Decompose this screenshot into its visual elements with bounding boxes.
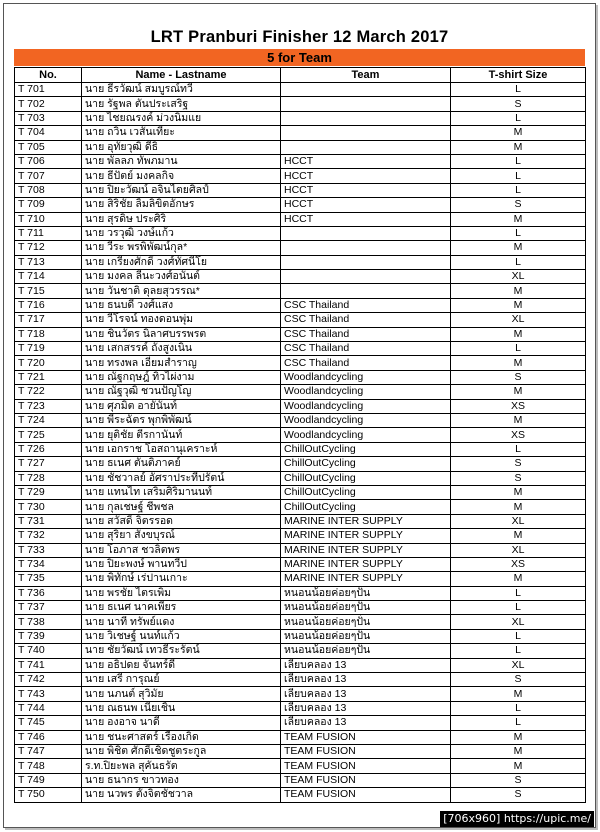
- cell-team: [281, 241, 451, 255]
- cell-name: นาย นวพร ตั้งจิตชัชวาล: [82, 788, 281, 802]
- cell-no: T 723: [15, 399, 82, 413]
- cell-team: เลียบคลอง 13: [281, 687, 451, 701]
- cell-name: นาย ธเนศ นาคเพียร: [82, 601, 281, 615]
- table-row: [15, 744, 586, 758]
- cell-no: T 702: [15, 97, 82, 111]
- cell-name: นาย ณัฐวุฒิ ชวนปัญโญ: [82, 385, 281, 399]
- cell-size: M: [451, 485, 586, 499]
- cell-size: S: [451, 788, 586, 802]
- cell-name: ร.ท.ปิยะพล สุคันธรัต: [82, 759, 281, 773]
- cell-size: L: [451, 629, 586, 643]
- cell-name: นาย ปิยะวัฒน์ อจินไตยศิลป์: [82, 183, 281, 197]
- table-row: [15, 773, 586, 787]
- cell-no: T 705: [15, 140, 82, 154]
- cell-size: M: [451, 744, 586, 758]
- cell-team: [281, 284, 451, 298]
- cell-name: นาย วิเชษฐ์ นนท์แก้ว: [82, 629, 281, 643]
- table-row: [15, 399, 586, 413]
- cell-no: T 718: [15, 327, 82, 341]
- cell-name: นาย วันชาติ ดุลยสุวรรณ*: [82, 284, 281, 298]
- cell-name: นาย สิริชัย ลิ้มลิขิตอักษร: [82, 198, 281, 212]
- cell-team: TEAM FUSION: [281, 773, 451, 787]
- table-row: [15, 140, 586, 154]
- cell-no: T 716: [15, 298, 82, 312]
- cell-size: L: [451, 586, 586, 600]
- cell-name: นาย ไชยณรงค์ ม่วงนิ่มแย: [82, 111, 281, 125]
- table-row: [15, 385, 586, 399]
- table-row: [15, 644, 586, 658]
- cell-name: นาย ธีปัตย์ มงคลกิจ: [82, 169, 281, 183]
- table-row: [15, 169, 586, 183]
- cell-team: MARINE INTER SUPPLY: [281, 557, 451, 571]
- table-row: [15, 226, 586, 240]
- watermark-label: [706x960] https://upic.me/: [440, 811, 594, 827]
- cell-size: S: [451, 471, 586, 485]
- document-title: LRT Pranburi Finisher 12 March 2017: [150, 28, 449, 46]
- table-row: [15, 788, 586, 802]
- cell-no: T 721: [15, 370, 82, 384]
- cell-team: ChillOutCycling: [281, 457, 451, 471]
- cell-no: T 712: [15, 241, 82, 255]
- table-row: [15, 701, 586, 715]
- cell-size: XS: [451, 428, 586, 442]
- cell-team: CSC Thailand: [281, 298, 451, 312]
- cell-team: HCCT: [281, 212, 451, 226]
- cell-team: CSC Thailand: [281, 356, 451, 370]
- table-row: [15, 687, 586, 701]
- cell-size: L: [451, 226, 586, 240]
- table-row: [15, 270, 586, 284]
- table-row: [15, 586, 586, 600]
- cell-size: XL: [451, 514, 586, 528]
- cell-size: S: [451, 370, 586, 384]
- cell-team: หนอนน้อยค่อยๆปั่น: [281, 644, 451, 658]
- cell-team: [281, 111, 451, 125]
- cell-size: M: [451, 298, 586, 312]
- cell-size: L: [451, 716, 586, 730]
- cell-no: T 747: [15, 744, 82, 758]
- cell-team: ChillOutCycling: [281, 485, 451, 499]
- cell-team: [281, 140, 451, 154]
- cell-team: เลียบคลอง 13: [281, 701, 451, 715]
- cell-no: T 732: [15, 529, 82, 543]
- cell-no: T 714: [15, 270, 82, 284]
- cell-size: S: [451, 673, 586, 687]
- cell-name: นาย นภนต์ สุวิมัย: [82, 687, 281, 701]
- cell-size: XL: [451, 270, 586, 284]
- cell-no: T 736: [15, 586, 82, 600]
- cell-team: Woodlandcycling: [281, 428, 451, 442]
- cell-name: นาย ชินวัตร นิลาศบรรพรต: [82, 327, 281, 341]
- cell-no: T 739: [15, 629, 82, 643]
- table-row: [15, 126, 586, 140]
- cell-team: หนอนน้อยค่อยๆปั่น: [281, 615, 451, 629]
- cell-size: M: [451, 212, 586, 226]
- cell-no: T 750: [15, 788, 82, 802]
- cell-no: T 745: [15, 716, 82, 730]
- cell-team: MARINE INTER SUPPLY: [281, 529, 451, 543]
- cell-size: XL: [451, 615, 586, 629]
- cell-name: นาย สวัสดิ์ จิตรรอด: [82, 514, 281, 528]
- table-row: [15, 356, 586, 370]
- cell-no: T 713: [15, 255, 82, 269]
- cell-size: S: [451, 198, 586, 212]
- cell-team: [281, 97, 451, 111]
- table-row: [15, 241, 586, 255]
- cell-no: T 741: [15, 658, 82, 672]
- cell-team: MARINE INTER SUPPLY: [281, 543, 451, 557]
- cell-team: ChillOutCycling: [281, 442, 451, 456]
- cell-name: นาย เอกราช โอสถานุเคราะห์: [82, 442, 281, 456]
- cell-no: T 748: [15, 759, 82, 773]
- cell-team: CSC Thailand: [281, 327, 451, 341]
- table-row: [15, 457, 586, 471]
- cell-no: T 719: [15, 342, 82, 356]
- table-row: [15, 313, 586, 327]
- cell-team: CSC Thailand: [281, 342, 451, 356]
- cell-name: นาย เกรียงศักดิ์ วงศ์ทัศนีโย: [82, 255, 281, 269]
- table-row: [15, 500, 586, 514]
- cell-name: นาย วีระ พรพิพัฒน์กุล*: [82, 241, 281, 255]
- cell-name: นาย พิชิต ศักดิ์เชิดชูตระกูล: [82, 744, 281, 758]
- cell-team: เลียบคลอง 13: [281, 673, 451, 687]
- table-row: [15, 529, 586, 543]
- cell-size: L: [451, 169, 586, 183]
- cell-team: Woodlandcycling: [281, 385, 451, 399]
- cell-team: HCCT: [281, 183, 451, 197]
- cell-no: T 704: [15, 126, 82, 140]
- cell-team: [281, 126, 451, 140]
- table-row: [15, 413, 586, 427]
- cell-size: XL: [451, 658, 586, 672]
- roster-body: [15, 83, 586, 803]
- table-row: [15, 428, 586, 442]
- table-row: [15, 83, 586, 97]
- cell-no: T 734: [15, 557, 82, 571]
- cell-no: T 711: [15, 226, 82, 240]
- cell-name: นาย พรชัย ไตรเพิ่ม: [82, 586, 281, 600]
- cell-size: M: [451, 356, 586, 370]
- cell-no: T 708: [15, 183, 82, 197]
- table-row: [15, 514, 586, 528]
- cell-team: เลียบคลอง 13: [281, 716, 451, 730]
- table-row: [15, 658, 586, 672]
- cell-name: นาย รัฐพล ตันประเสริฐ: [82, 97, 281, 111]
- table-row: [15, 154, 586, 168]
- cell-size: XL: [451, 313, 586, 327]
- cell-no: T 703: [15, 111, 82, 125]
- cell-no: T 737: [15, 601, 82, 615]
- table-row: [15, 442, 586, 456]
- cell-size: L: [451, 255, 586, 269]
- cell-size: M: [451, 413, 586, 427]
- cell-name: นาย ชนะศาสตร์ เรืองเกิด: [82, 730, 281, 744]
- table-row: [15, 284, 586, 298]
- cell-size: L: [451, 442, 586, 456]
- cell-name: นาย โอภาส ชวลิตพร: [82, 543, 281, 557]
- cell-no: T 743: [15, 687, 82, 701]
- table-row: [15, 255, 586, 269]
- table-row: [15, 471, 586, 485]
- cell-name: นาย ธนากร ขาวทอง: [82, 773, 281, 787]
- cell-name: นาย ชัชวาลย์ อัศราประทีปรัตน์: [82, 471, 281, 485]
- table-row: [15, 342, 586, 356]
- cell-name: นาย พัลลภ ทัพภมาน: [82, 154, 281, 168]
- cell-team: Woodlandcycling: [281, 413, 451, 427]
- cell-team: HCCT: [281, 169, 451, 183]
- table-row: [15, 629, 586, 643]
- cell-team: [281, 270, 451, 284]
- cell-name: นาย อธิปดย จันทร์ดี: [82, 658, 281, 672]
- cell-no: T 749: [15, 773, 82, 787]
- cell-team: HCCT: [281, 154, 451, 168]
- cell-name: นาย เสรี การุณย์: [82, 673, 281, 687]
- cell-name: นาย มงคล ลีนะวงศ์อนันต์: [82, 270, 281, 284]
- table-row: [15, 198, 586, 212]
- header-no: No.: [15, 68, 82, 83]
- table-row: [15, 543, 586, 557]
- cell-no: T 738: [15, 615, 82, 629]
- cell-size: L: [451, 111, 586, 125]
- cell-team: หนอนน้อยค่อยๆปั่น: [281, 629, 451, 643]
- cell-size: L: [451, 83, 586, 97]
- cell-size: M: [451, 529, 586, 543]
- cell-team: เลียบคลอง 13: [281, 658, 451, 672]
- cell-team: TEAM FUSION: [281, 730, 451, 744]
- cell-size: M: [451, 687, 586, 701]
- cell-size: M: [451, 730, 586, 744]
- cell-size: M: [451, 385, 586, 399]
- cell-size: L: [451, 644, 586, 658]
- cell-team: HCCT: [281, 198, 451, 212]
- cell-name: นาย เสกสรรค์ ถังสูงเนิน: [82, 342, 281, 356]
- table-row: [15, 327, 586, 341]
- cell-name: นาย ธีรวัฒน์ สมบูรณ์ทวี: [82, 83, 281, 97]
- cell-size: M: [451, 327, 586, 341]
- cell-name: นาย ชัยวัฒน์ เทวธีระรัตน์: [82, 644, 281, 658]
- cell-team: TEAM FUSION: [281, 744, 451, 758]
- cell-size: XS: [451, 557, 586, 571]
- table-row: [15, 716, 586, 730]
- cell-size: L: [451, 342, 586, 356]
- cell-name: นาย พีระฉัตร พุกพิพัฒน์: [82, 413, 281, 427]
- cell-size: S: [451, 457, 586, 471]
- cell-name: นาย ปิยะพงษ์ พานทวีป: [82, 557, 281, 571]
- cell-size: L: [451, 154, 586, 168]
- cell-team: หนอนน้อยค่อยๆปั่น: [281, 586, 451, 600]
- header-size: T-shirt Size: [451, 68, 586, 83]
- cell-size: M: [451, 759, 586, 773]
- table-row: [15, 557, 586, 571]
- cell-size: M: [451, 241, 586, 255]
- cell-name: นาย นาที ทรัพย์แดง: [82, 615, 281, 629]
- cell-team: หนอนน้อยค่อยๆปั่น: [281, 601, 451, 615]
- table-row: [15, 97, 586, 111]
- cell-team: CSC Thailand: [281, 313, 451, 327]
- cell-team: ChillOutCycling: [281, 500, 451, 514]
- document-page: [3, 3, 596, 828]
- cell-size: M: [451, 126, 586, 140]
- cell-no: T 715: [15, 284, 82, 298]
- header-name: Name - Lastname: [82, 68, 281, 83]
- cell-team: Woodlandcycling: [281, 370, 451, 384]
- cell-name: นาย พิทักษ์ เร่ปานเกาะ: [82, 572, 281, 586]
- cell-no: T 728: [15, 471, 82, 485]
- cell-name: นาย สุริยา สังขบุรณ์: [82, 529, 281, 543]
- cell-name: นาย องอาจ นาดี: [82, 716, 281, 730]
- table-row: [15, 485, 586, 499]
- table-row: [15, 111, 586, 125]
- cell-name: นาย ศุภมิต อายันันท์: [82, 399, 281, 413]
- cell-name: นาย วีโรจน์ ทองดอนพุ่ม: [82, 313, 281, 327]
- cell-no: T 730: [15, 500, 82, 514]
- table-header-row: [15, 68, 586, 83]
- cell-name: นาย ธเนศ ตันติภาคย์: [82, 457, 281, 471]
- cell-no: T 707: [15, 169, 82, 183]
- cell-size: M: [451, 572, 586, 586]
- cell-size: M: [451, 500, 586, 514]
- cell-team: Woodlandcycling: [281, 399, 451, 413]
- table-row: [15, 370, 586, 384]
- cell-no: T 722: [15, 385, 82, 399]
- cell-no: T 724: [15, 413, 82, 427]
- cell-no: T 746: [15, 730, 82, 744]
- table-row: [15, 601, 586, 615]
- cell-no: T 725: [15, 428, 82, 442]
- cell-no: T 740: [15, 644, 82, 658]
- cell-team: ChillOutCycling: [281, 471, 451, 485]
- table-row: [15, 298, 586, 312]
- cell-name: นาย แทนไท เสริมศิริมานนท์: [82, 485, 281, 499]
- table-row: [15, 572, 586, 586]
- cell-name: นาย ณธนพ เนียเชิ้น: [82, 701, 281, 715]
- cell-no: T 726: [15, 442, 82, 456]
- cell-no: T 710: [15, 212, 82, 226]
- cell-no: T 717: [15, 313, 82, 327]
- cell-size: XS: [451, 399, 586, 413]
- cell-size: S: [451, 773, 586, 787]
- cell-name: นาย วรวุฒิ วงษ์แก้ว: [82, 226, 281, 240]
- cell-team: MARINE INTER SUPPLY: [281, 572, 451, 586]
- cell-team: TEAM FUSION: [281, 759, 451, 773]
- cell-name: นาย ยุติชัย ตีรกานันท์: [82, 428, 281, 442]
- cell-no: T 706: [15, 154, 82, 168]
- cell-team: MARINE INTER SUPPLY: [281, 514, 451, 528]
- cell-no: T 729: [15, 485, 82, 499]
- cell-team: TEAM FUSION: [281, 788, 451, 802]
- cell-size: L: [451, 701, 586, 715]
- cell-no: T 733: [15, 543, 82, 557]
- cell-no: T 701: [15, 83, 82, 97]
- cell-no: T 727: [15, 457, 82, 471]
- table-row: [15, 673, 586, 687]
- roster-table: [14, 67, 586, 803]
- cell-no: T 744: [15, 701, 82, 715]
- cell-team: [281, 226, 451, 240]
- cell-name: นาย กุลเชษฐ์ ชีพชล: [82, 500, 281, 514]
- cell-name: นาย ธนบดี วงศ์แสง: [82, 298, 281, 312]
- cell-no: T 709: [15, 198, 82, 212]
- cell-size: S: [451, 97, 586, 111]
- table-row: [15, 212, 586, 226]
- cell-team: [281, 255, 451, 269]
- cell-no: T 735: [15, 572, 82, 586]
- cell-name: นาย ณัฐกฤษฎ์ ทิวไผ่งาม: [82, 370, 281, 384]
- cell-name: นาย ทรงพล เอี่ยมสำราญ: [82, 356, 281, 370]
- cell-size: XL: [451, 543, 586, 557]
- cell-name: นาย อุทัยวุฒิ ดีธิ: [82, 140, 281, 154]
- cell-size: M: [451, 140, 586, 154]
- cell-size: L: [451, 601, 586, 615]
- table-row: [15, 759, 586, 773]
- cell-name: นาย สุรดิษ ประศิริ: [82, 212, 281, 226]
- cell-no: T 731: [15, 514, 82, 528]
- cell-team: [281, 83, 451, 97]
- section-banner: 5 for Team: [14, 49, 585, 66]
- table-row: [15, 183, 586, 197]
- cell-name: นาย ถวิน เวสันเทียะ: [82, 126, 281, 140]
- table-row: [15, 730, 586, 744]
- cell-no: T 742: [15, 673, 82, 687]
- cell-size: L: [451, 183, 586, 197]
- header-team: Team: [281, 68, 451, 83]
- cell-size: M: [451, 284, 586, 298]
- cell-no: T 720: [15, 356, 82, 370]
- table-row: [15, 615, 586, 629]
